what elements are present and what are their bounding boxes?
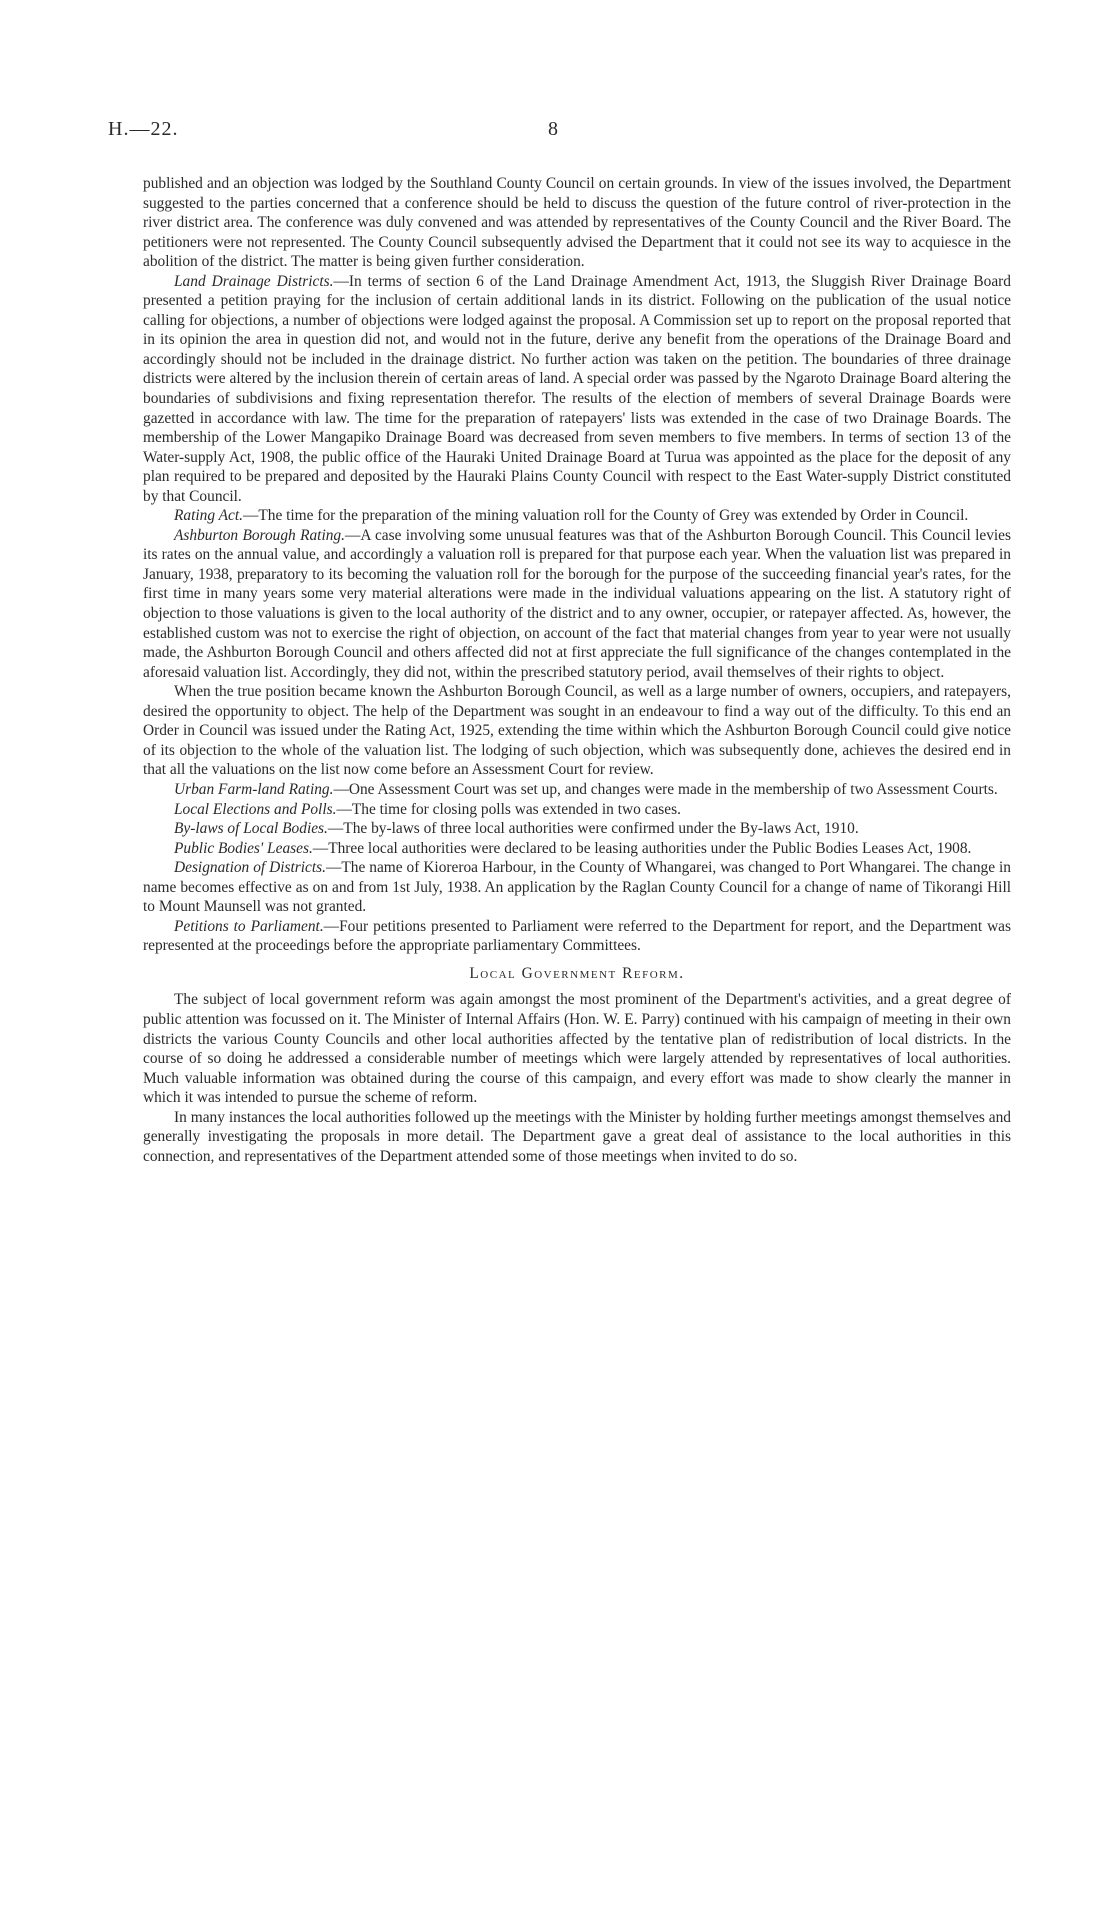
paragraph-local-elections-and-polls — [143, 800, 1011, 820]
run-in-heading: Local Elections and Polls. — [174, 800, 337, 818]
run-in-heading: Rating Act. — [174, 507, 243, 525]
paragraph-text: —Four petitions presented to Parliament were referred to the Department for report, and the Department was represented at the proceedings before the appropriate parliamentary Committees. — [143, 917, 1012, 955]
paragraph-by-laws-of-local-bodies — [143, 819, 1011, 839]
paragraph-rating-act — [143, 506, 1011, 526]
paragraph-ashburton-borough-rating — [143, 526, 1011, 682]
paragraph-text: —The time for the preparation of the mining valuation roll for the County of Grey was extended by Order in Council. — [242, 507, 969, 525]
paragraph-land-drainage-districts — [143, 272, 1011, 507]
paragraph-text: —In terms of section 6 of the Land Drainage Amendment Act, 1913, the Sluggish River Drainage Board presented a petition praying for the inclusion of certain additional lands in its district. Following on the publication of the usual notice calling for objections, a number of objections were lodged against the proposal. A Commission set up to report on the proposal reported that in its opinion the area in question did not, and would not in the future, derive any benefit from the operations of the Drainage Board and accordingly should not be included in the drainage district. No further action was taken on the petition. The boundaries of three drainage districts were altered by the inclusion therein of certain areas of land. A special order was passed by the Ngaroto Drainage Board altering the boundaries of subdivisions and fixing representation therefor. The results of the election of members of several Drainage Boards were gazetted in accordance with law. The time for the preparation of ratepayers' lists was extended in the case of two Drainage Boards. The membership of the Lower Mangapiko Drainage Board was decreased from seven members to five members. In terms of section 13 of the Water-supply Act, 1908, the public office of the Hauraki United Drainage Board at Turua was appointed as the place for the deposit of any plan required to be prepared and deposited by the Hauraki Plains County Council with respect to the East Water-supply District constituted by that Council. — [143, 272, 1011, 505]
paragraph-petitions-to-parliament — [143, 917, 1011, 956]
paragraph-text: In many instances the local authorities followed up the meetings with the Minister by holding further meetings amongst themselves and generally investigating the proposals in more detail. The Department gave a great deal of assistance to the local authorities in this connection, and representatives of the Department attended some of those meetings when invited to do so. — [143, 1108, 1011, 1165]
body-text — [143, 174, 1011, 1166]
paragraph-text: —A case involving some unusual features was that of the Ashburton Borough Council. This Council levies its rates on the annual value, and accordingly a valuation roll is prepared for that purpose each year. When the valuation list was prepared in January, 1938, preparatory to its becoming the valuation roll for the borough for the purpose of the succeeding financial year's rates, for the first time in many years some very material alterations were made in the individual valuations appearing on the list. A statutory right of objection to those valuations is given to the local authority of the district and to any owner, occupier, or ratepayer affected. As, however, the established custom was not to exercise the right of objection, on account of the fact that material changes from year to year were not usually made, the Ashburton Borough Council and others affected did not at first appreciate the full significance of the changes contemplated in the aforesaid valuation list. Accordingly, they did not, within the prescribed statutory period, avail themselves of their rights to object. — [143, 526, 1011, 681]
paragraph-text: —The time for closing polls was extended in two cases. — [336, 800, 681, 818]
document-reference: H.—22. — [108, 118, 179, 140]
run-in-heading: Urban Farm-land Rating. — [174, 780, 334, 798]
paragraph-ashburton-true-position — [143, 682, 1011, 780]
section-heading-local-government-reform: Local Government Reform. — [469, 964, 685, 982]
run-in-heading: Ashburton Borough Rating. — [174, 526, 345, 544]
paragraph-text: The subject of local government reform was again amongst the most prominent of the Department's activities, and a great degree of public attention was focussed on it. The Minister of Internal Affairs (Hon. W. E. Parry) continued with his campaign of meeting in their own districts the various County Councils and other local authorities affected by the tentative plan of redistribution of local districts. In the course of so doing he addressed a considerable number of meetings which were largely attended by representatives of local authorities. Much valuable information was obtained during the course of this campaign, and every effort was made to show clearly the manner in which it was intended to pursue the scheme of reform. — [143, 991, 1011, 1107]
paragraph-river-board-continued — [143, 174, 1011, 272]
run-in-heading: Designation of Districts. — [174, 859, 326, 877]
paragraph-designation-of-districts — [143, 858, 1011, 917]
page-number: 8 — [548, 118, 559, 140]
page-header — [108, 118, 1008, 148]
run-in-heading: Land Drainage Districts. — [174, 272, 334, 290]
paragraph-public-bodies-leases — [143, 839, 1011, 859]
run-in-heading: By-laws of Local Bodies. — [174, 820, 328, 838]
paragraph-urban-farm-land-rating — [143, 780, 1011, 800]
paragraph-reform-meetings — [143, 1108, 1011, 1167]
paragraph-text: published and an objection was lodged by the Southland County Council on certain grounds. In view of the issues involved, the Department suggested to the parties concerned that a conference should be held to discuss the question of the future control of river-protection in the river district area. The conference was duly convened and was attended by representatives of the County Council and the River Board. The petitioners were not represented. The County Council subsequently advised the Department that it could not see its way to acquiesce in the abolition of the district. The matter is being given further consideration. — [143, 175, 1011, 271]
paragraph-text: —The name of Kioreroa Harbour, in the County of Whangarei, was changed to Port Whangarei. The change in name becomes effective as on and from 1st July, 1938. An application by the Raglan County Council for a change of name of Tikorangi Hill to Mount Maunsell was not granted. — [143, 859, 1011, 916]
paragraph-text: When the true position became known the Ashburton Borough Council, as well as a large number of owners, occupiers, and ratepayers, desired the opportunity to object. The help of the Department was sought in an endeavour to find a way out of the difficulty. To this end an Order in Council was issued under the Rating Act, 1925, extending the time within which the Ashburton Borough Council could give notice of its objection to the whole of the valuation list. The lodging of such objection, which was subsequently done, achieves the desired end in that all the valuations on the list now come before an Assessment Court for review. — [143, 683, 1011, 779]
run-in-heading: Public Bodies' Leases. — [174, 839, 313, 857]
paragraph-text: —One Assessment Court was set up, and changes were made in the membership of two Assessment Courts. — [333, 780, 998, 798]
run-in-heading: Petitions to Parliament. — [174, 917, 324, 935]
paragraph-text: —The by-laws of three local authorities were confirmed under the By-laws Act, 1910. — [327, 820, 859, 838]
paragraph-text: —Three local authorities were declared to be leasing authorities under the Public Bodies Leases Act, 1908. — [312, 839, 972, 857]
paragraph-reform-subject — [143, 990, 1011, 1107]
